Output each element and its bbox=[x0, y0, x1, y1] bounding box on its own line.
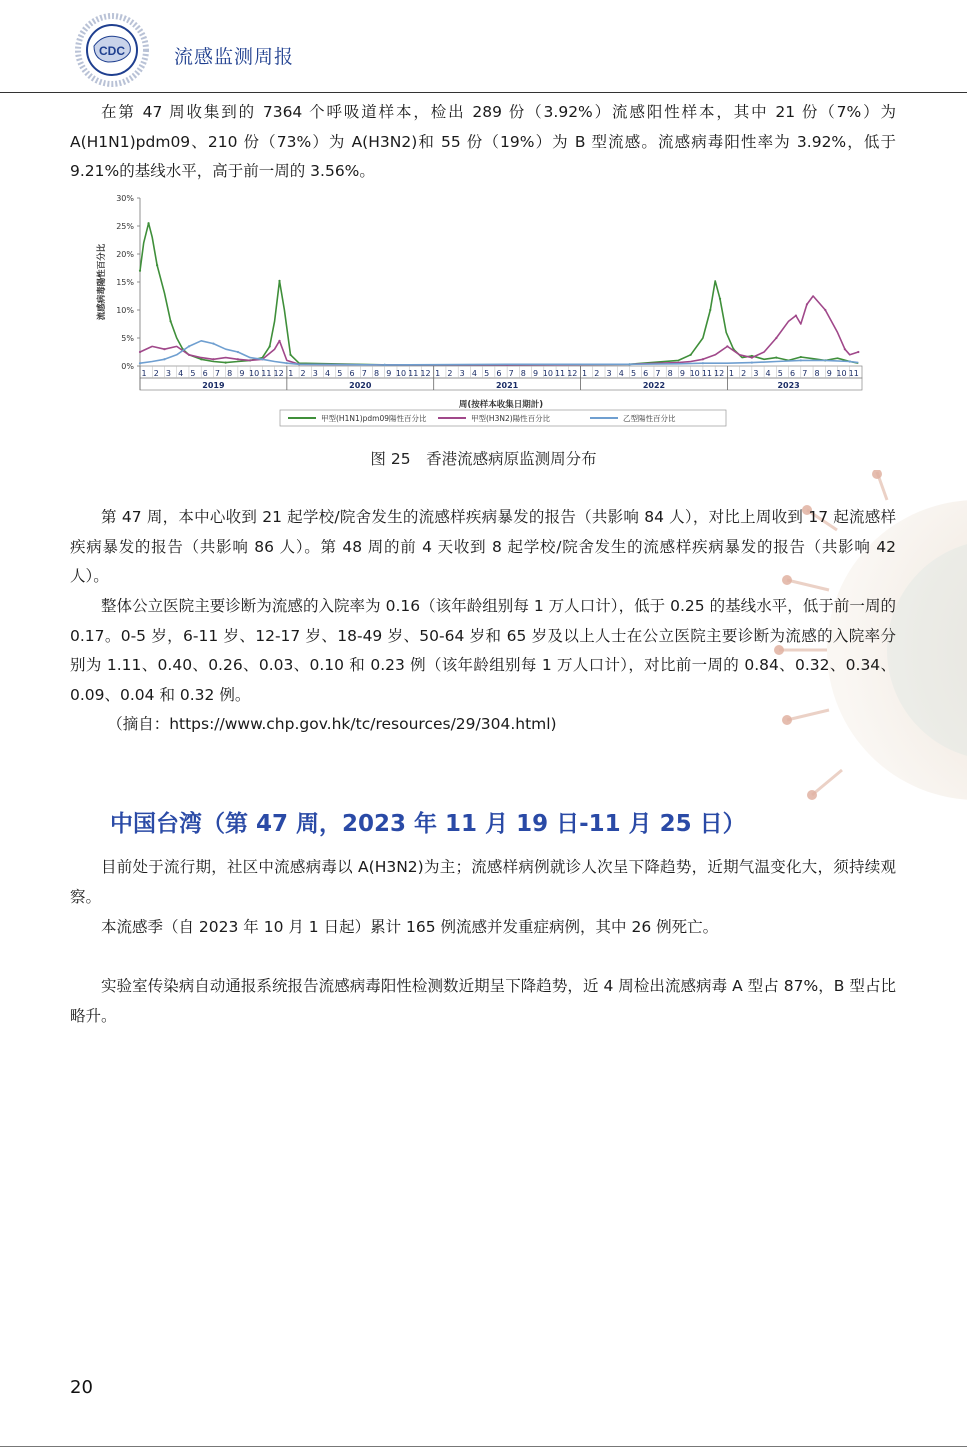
x-tick-label: 5 bbox=[777, 369, 783, 378]
series-point-2 bbox=[751, 357, 753, 359]
page-number: 20 bbox=[70, 1377, 93, 1398]
paragraph-hospital-admission: 整体公立医院主要诊断为流感的入院率为 0.16（该年龄组别每 1 万人口计），低于 0.25 的基线水平，低于前一周的 0.17。0-5 岁，6-11 岁、12-17 岁、18-49 岁、50-64 岁和 65 岁及以上人士在公立医院主要诊断为流感的入院率分别为 1.11、0.40、0.26、0.03、0.10 和 0.23 例（该年龄组别每 1 万人口计），对比前一周的 0.84、0.32、0.34、0.09、0.04 和 0.32 例。 bbox=[70, 597, 896, 704]
paragraph-outbreaks: 第 47 周，本中心收到 21 起学校/院舍发生的流感样疾病暴发的报告（共影响 84 人），对比上周收到 17 起流感样疾病暴发的报告（共影响 86 人）。第 48 周的前 4 天收到 8 起学校/院舍发生的流感样疾病暴发的报告（共影响 42 人）。 bbox=[70, 508, 896, 585]
x-tick-label: 8 bbox=[227, 369, 233, 378]
x-tick-label: 11 bbox=[261, 369, 272, 378]
x-tick-label: 2 bbox=[594, 369, 600, 378]
y-tick-label: 25% bbox=[116, 222, 134, 231]
x-tick-label: 7 bbox=[508, 369, 514, 378]
x-tick-label: 2 bbox=[153, 369, 159, 378]
year-label: 2021 bbox=[495, 381, 519, 390]
series-point-3 bbox=[849, 360, 851, 362]
year-label: 2019 bbox=[202, 381, 225, 390]
x-tick-label: 11 bbox=[701, 369, 713, 378]
x-tick-label: 11 bbox=[554, 369, 566, 378]
legend-label-2: 甲型(H3N2)陽性百分比 bbox=[471, 414, 551, 423]
x-tick-label: 10 bbox=[542, 369, 553, 378]
x-tick-label: 7 bbox=[655, 369, 661, 378]
x-tick-label: 6 bbox=[496, 369, 502, 378]
series-point-2 bbox=[824, 309, 826, 311]
x-tick-label: 12 bbox=[273, 369, 284, 378]
paragraph-taiwan-lab: 实验室传染病自动通报系统报告流感病毒阳性检测数近期呈下降趋势，近 4 周检出流感病毒 A 型占 87%，B 型占比略升。 bbox=[70, 977, 896, 1025]
x-tick-label: 3 bbox=[606, 369, 612, 378]
paragraph-hk-samples: 在第 47 周收集到的 7364 个呼吸道样本，检出 289 份（3.92%）流感阳性样本，其中 21 份（7%）为 A(H1N1)pdm09、210 份（73%）为 A(H3N2)和 55 份（19%）为 B 型流感。流感病毒阳性率为 3.92%，低于 9.21%的基线水平，高于前一周的 3.56%。 bbox=[70, 103, 896, 180]
x-tick-label: 9 bbox=[679, 369, 685, 378]
x-tick-label: 6 bbox=[790, 369, 796, 378]
page-header bbox=[0, 0, 967, 96]
legend-label-1: 甲型(H1N1)pdm09陽性百分比 bbox=[321, 414, 427, 423]
x-tick-label: 3 bbox=[753, 369, 759, 378]
x-tick-label: 11 bbox=[848, 369, 859, 378]
x-tick-label: 5 bbox=[484, 369, 490, 378]
series-point-2 bbox=[775, 337, 777, 339]
paragraph-taiwan-severe: 本流感季（自 2023 年 10 月 1 日起）累计 165 例流感并发重症病例，其中 26 例死亡。 bbox=[101, 918, 719, 936]
hk-influenza-chart bbox=[90, 190, 880, 440]
series-point-3 bbox=[237, 351, 239, 353]
year-label: 2020 bbox=[349, 381, 372, 390]
x-tick-label: 4 bbox=[325, 369, 331, 378]
series-point-2 bbox=[139, 351, 141, 353]
x-tick-label: 9 bbox=[239, 369, 245, 378]
series-point-1 bbox=[139, 270, 141, 272]
y-axis-label: 流感病毒陽性百分比 bbox=[97, 243, 107, 321]
x-tick-label: 4 bbox=[765, 369, 771, 378]
series-point-3 bbox=[702, 362, 704, 364]
x-tick-label: 5 bbox=[190, 369, 196, 378]
series-point-2 bbox=[163, 348, 165, 350]
series-point-2 bbox=[844, 348, 846, 350]
x-tick-label: 10 bbox=[249, 369, 260, 378]
series-point-1 bbox=[719, 298, 721, 300]
series-point-1 bbox=[156, 264, 158, 266]
series-point-1 bbox=[690, 354, 692, 356]
series-point-3 bbox=[139, 362, 141, 364]
series-point-1 bbox=[225, 362, 227, 364]
x-tick-label: 10 bbox=[689, 369, 700, 378]
y-tick-label: 15% bbox=[116, 278, 134, 287]
x-tick-label: 2 bbox=[741, 369, 747, 378]
y-tick-label: 20% bbox=[116, 250, 134, 259]
series-point-2 bbox=[806, 303, 808, 305]
x-tick-label: 3 bbox=[312, 369, 318, 378]
x-tick-label: 1 bbox=[728, 369, 734, 378]
source-citation: （摘自：https://www.chp.gov.hk/tc/resources/29/304.html) bbox=[107, 715, 557, 733]
series-point-3 bbox=[384, 364, 386, 366]
x-tick-label: 9 bbox=[826, 369, 832, 378]
x-tick-label: 11 bbox=[408, 369, 419, 378]
series-point-1 bbox=[269, 345, 271, 347]
series-point-1 bbox=[775, 357, 777, 359]
series-point-2 bbox=[795, 315, 797, 317]
series-point-3 bbox=[751, 362, 753, 364]
x-tick-label: 10 bbox=[395, 369, 407, 378]
x-tick-label: 10 bbox=[836, 369, 847, 378]
paragraph-taiwan-trend: 目前处于流行期，社区中流感病毒以 A(H3N2)为主；流感样病例就诊人次呈下降趋势，近期气温变化大，须持续观察。 bbox=[70, 858, 896, 906]
x-tick-label: 12 bbox=[714, 369, 725, 378]
x-tick-label: 1 bbox=[288, 369, 294, 378]
x-tick-label: 8 bbox=[520, 369, 526, 378]
x-tick-label: 12 bbox=[420, 369, 431, 378]
series-line-1 bbox=[140, 223, 858, 365]
x-tick-label: 1 bbox=[141, 369, 147, 378]
report-title: 流感监测周报 bbox=[174, 46, 295, 68]
x-tick-label: 9 bbox=[386, 369, 392, 378]
series-point-2 bbox=[237, 358, 239, 360]
series-point-3 bbox=[212, 343, 214, 345]
x-axis-label: 周(按样本收集日期計) bbox=[458, 400, 544, 410]
y-tick-label: 10% bbox=[116, 306, 134, 315]
x-tick-label: 8 bbox=[373, 369, 380, 378]
chart-svg bbox=[90, 190, 880, 440]
header-divider bbox=[0, 92, 967, 93]
series-point-3 bbox=[188, 345, 190, 347]
y-tick-label: 5% bbox=[121, 334, 134, 343]
x-tick-label: 7 bbox=[214, 369, 220, 378]
x-tick-label: 4 bbox=[618, 369, 624, 378]
x-tick-label: 1 bbox=[581, 369, 588, 378]
x-tick-label: 4 bbox=[471, 369, 477, 378]
series-point-1 bbox=[169, 320, 171, 322]
series-point-1 bbox=[709, 309, 711, 311]
x-tick-label: 6 bbox=[643, 369, 649, 378]
series-point-1 bbox=[147, 222, 149, 224]
series-point-3 bbox=[261, 358, 263, 360]
x-tick-label: 7 bbox=[802, 369, 808, 378]
figure-caption: 图 25 香港流感病原监测周分布 bbox=[370, 450, 597, 468]
x-tick-label: 8 bbox=[814, 369, 820, 378]
year-label: 2022 bbox=[642, 381, 666, 390]
cdc-logo bbox=[66, 6, 158, 90]
x-tick-label: 6 bbox=[349, 369, 355, 378]
x-tick-label: 9 bbox=[533, 369, 539, 378]
series-point-1 bbox=[800, 356, 802, 358]
x-tick-label: 2 bbox=[300, 369, 306, 378]
series-point-2 bbox=[857, 351, 859, 353]
x-tick-label: 7 bbox=[361, 369, 367, 378]
series-point-3 bbox=[286, 362, 288, 364]
x-tick-label: 2 bbox=[447, 369, 453, 378]
footer-divider bbox=[0, 1446, 967, 1447]
logo-text: CDC bbox=[99, 44, 125, 58]
x-tick-label: 4 bbox=[178, 369, 184, 378]
x-tick-label: 3 bbox=[459, 369, 465, 378]
series-point-3 bbox=[628, 363, 630, 365]
legend-label-3: 乙型陽性百分比 bbox=[623, 414, 676, 423]
series-point-3 bbox=[800, 359, 802, 361]
y-tick-label: 30% bbox=[116, 194, 134, 203]
series-point-1 bbox=[289, 354, 291, 356]
year-label: 2023 bbox=[777, 381, 800, 390]
x-tick-label: 12 bbox=[567, 369, 578, 378]
x-tick-label: 5 bbox=[630, 369, 637, 378]
y-tick-label: 0% bbox=[121, 362, 134, 371]
section-title-taiwan: 中国台湾（第 47 周，2023 年 11 月 19 日-11 月 25 日） bbox=[110, 811, 746, 837]
x-tick-label: 5 bbox=[337, 369, 343, 378]
x-tick-label: 1 bbox=[435, 369, 441, 378]
series-point-3 bbox=[163, 358, 165, 360]
series-point-1 bbox=[278, 280, 280, 282]
series-line-2 bbox=[140, 296, 858, 365]
x-tick-label: 8 bbox=[667, 369, 673, 378]
x-tick-label: 3 bbox=[165, 369, 172, 378]
series-point-2 bbox=[702, 358, 704, 360]
series-point-2 bbox=[726, 345, 728, 347]
series-point-2 bbox=[278, 340, 280, 342]
series-point-2 bbox=[188, 354, 190, 356]
x-tick-label: 6 bbox=[202, 369, 208, 378]
series-point-2 bbox=[212, 358, 214, 360]
